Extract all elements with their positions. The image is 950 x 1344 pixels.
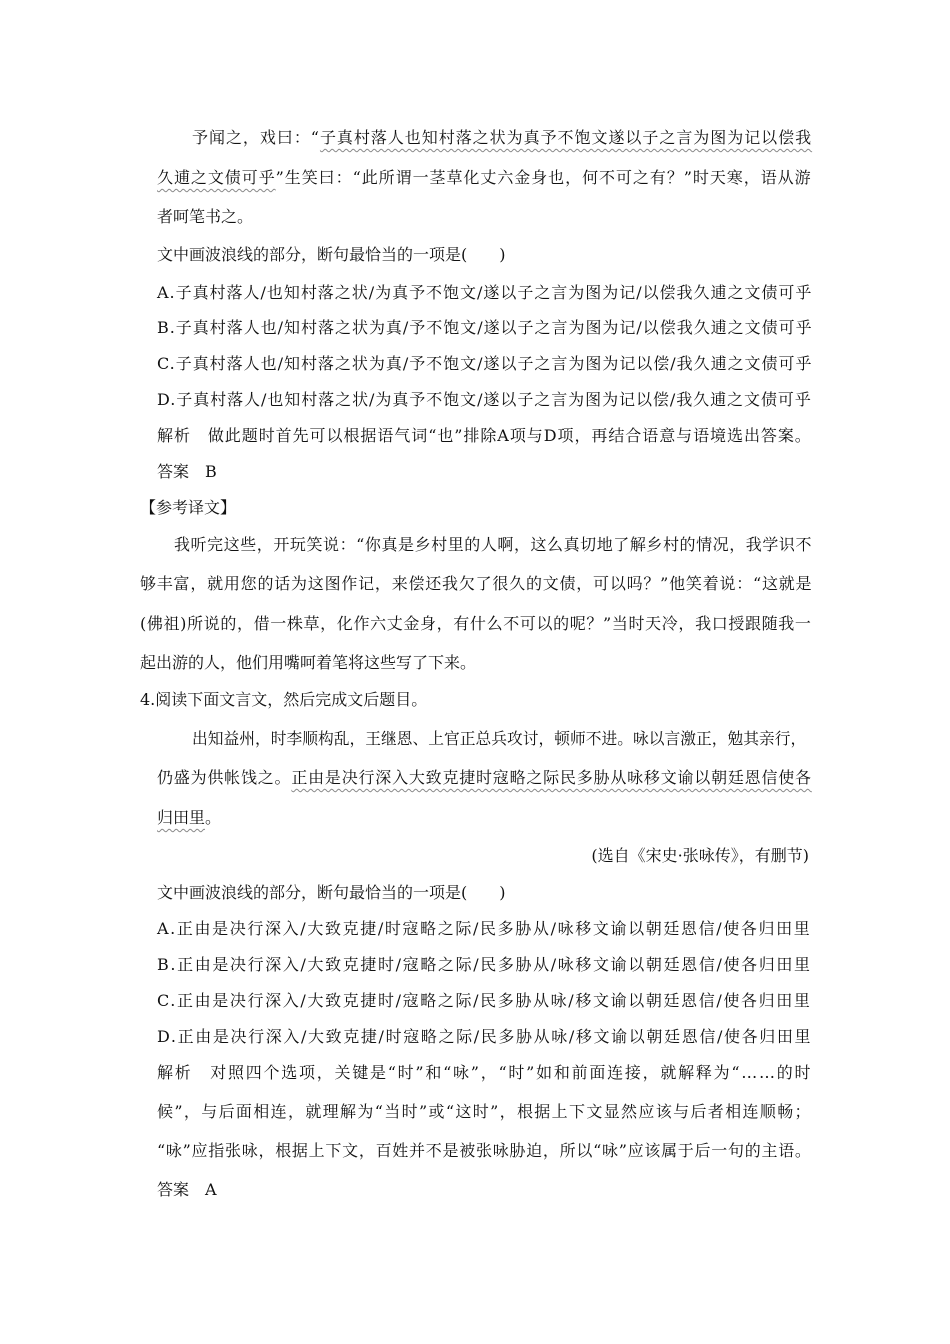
translation-heading: 【参考译文】 <box>140 498 237 517</box>
question-text: 文中画波浪线的部分，断句最恰当的一项是( ) <box>157 883 506 902</box>
analysis-line-3: “咏”应指张咏，根据上下文，百姓并不是被张咏胁迫，所以“咏”应该属于后一句的主语。 <box>157 1141 812 1160</box>
passage-text: 。 <box>205 808 222 827</box>
option-c: C.子真村落人也/知村落之状为真/予不饱文/遂以子之言为图为记以偿/我久逋之文债可乎 <box>157 354 813 373</box>
question-text: 文中画波浪线的部分，断句最恰当的一项是( ) <box>157 245 506 264</box>
translation-line-3: (佛祖)所说的，借一株草，化作六丈金身，有什么不可以的呢？”当时天冷，我口授跟随我一 <box>140 614 812 633</box>
option-b: B.子真村落人也/知村落之状为真/予不饱文/遂以子之言为图为记/以偿我久逋之文债可乎 <box>157 318 813 337</box>
analysis-line-1: 解析 对照四个选项，关键是“时”和“咏”，“时”如和前面连接，就解释为“……的时 <box>157 1063 813 1082</box>
option-b: B.正由是决行深入/大致克捷时/寇略之际/民多胁从/咏移文谕以朝廷恩信/使各归田里 <box>157 955 812 974</box>
answer-text: 答案 B <box>157 462 217 481</box>
passage-4-line-2 <box>157 767 812 789</box>
passage-line-2 <box>157 167 812 189</box>
source-citation: (选自《宋史·张咏传》，有删节) <box>591 846 809 865</box>
option-d: D.子真村落人/也知村落之状/为真予不饱文/遂以子之言为图为记以偿/我久逋之文债可乎 <box>157 390 812 409</box>
passage-text: ”生笑曰：“此所谓一茎草化丈六金身也，何不可之有？”时天寒，语从游 <box>275 168 812 187</box>
wavy-underlined-text: 归田里 <box>157 808 206 827</box>
translation-line-4: 起出游的人，他们用嘴呵着笔将这些写了下来。 <box>140 653 477 672</box>
option-d: D.正由是决行深入/大致克捷/时寇略之际/民多胁从咏/移文谕以朝廷恩信/使各归田里 <box>157 1027 813 1046</box>
passage-line-3: 者呵笔书之。 <box>157 207 254 226</box>
option-c: C.正由是决行深入/大致克捷时/寇略之际/民多胁从咏/移文谕以朝廷恩信/使各归田里 <box>157 991 812 1010</box>
option-a: A.正由是决行深入/大致克捷/时寇略之际/民多胁从/咏移文谕以朝廷恩信/使各归田里 <box>157 919 812 938</box>
translation-line-2: 够丰富，就用您的话为这图作记，来偿还我欠了很久的文债，可以吗？”他笑着说：“这就是 <box>140 574 813 593</box>
wavy-underlined-text: 久逋之文债可乎 <box>157 168 276 187</box>
option-a: A.子真村落人/也知村落之状/为真予不饱文/遂以子之言为图为记/以偿我久逋之文债可乎 <box>157 283 813 302</box>
wavy-underlined-text: 子真村落人也知村落之状为真予不饱文遂以子之言为图为记以偿我 <box>319 128 813 147</box>
analysis-text: 解析 做此题时首先可以根据语气词“也”排除A项与D项，再结合语意与语境选出答案。 <box>157 426 812 445</box>
passage-text: 予闻之，戏曰：“ <box>192 128 320 147</box>
passage-4-line-3 <box>157 807 221 829</box>
passage-text: 仍盛为供帐饯之。 <box>157 768 292 787</box>
analysis-line-2: 候”，与后面相连，就理解为“当时”或“这时”，根据上下文显然应该与后者相连顺畅； <box>157 1102 812 1121</box>
answer-text: 答案 A <box>157 1180 217 1199</box>
question-4-title: 4.阅读下面文言文，然后完成文后题目。 <box>140 690 428 709</box>
wavy-underlined-text: 正由是决行深入大致克捷时寇略之际民多胁从咏移文谕以朝廷恩信使各 <box>291 768 812 787</box>
passage-4-line-1: 出知益州，时李顺构乱，王继恩、上官正总兵攻讨，顿师不进。咏以言激正，勉其亲行， <box>192 729 807 748</box>
translation-line-1: 我听完这些，开玩笑说：“你真是乡村里的人啊，这么真切地了解乡村的情况，我学识不 <box>174 535 813 554</box>
passage-line-1 <box>192 127 812 149</box>
